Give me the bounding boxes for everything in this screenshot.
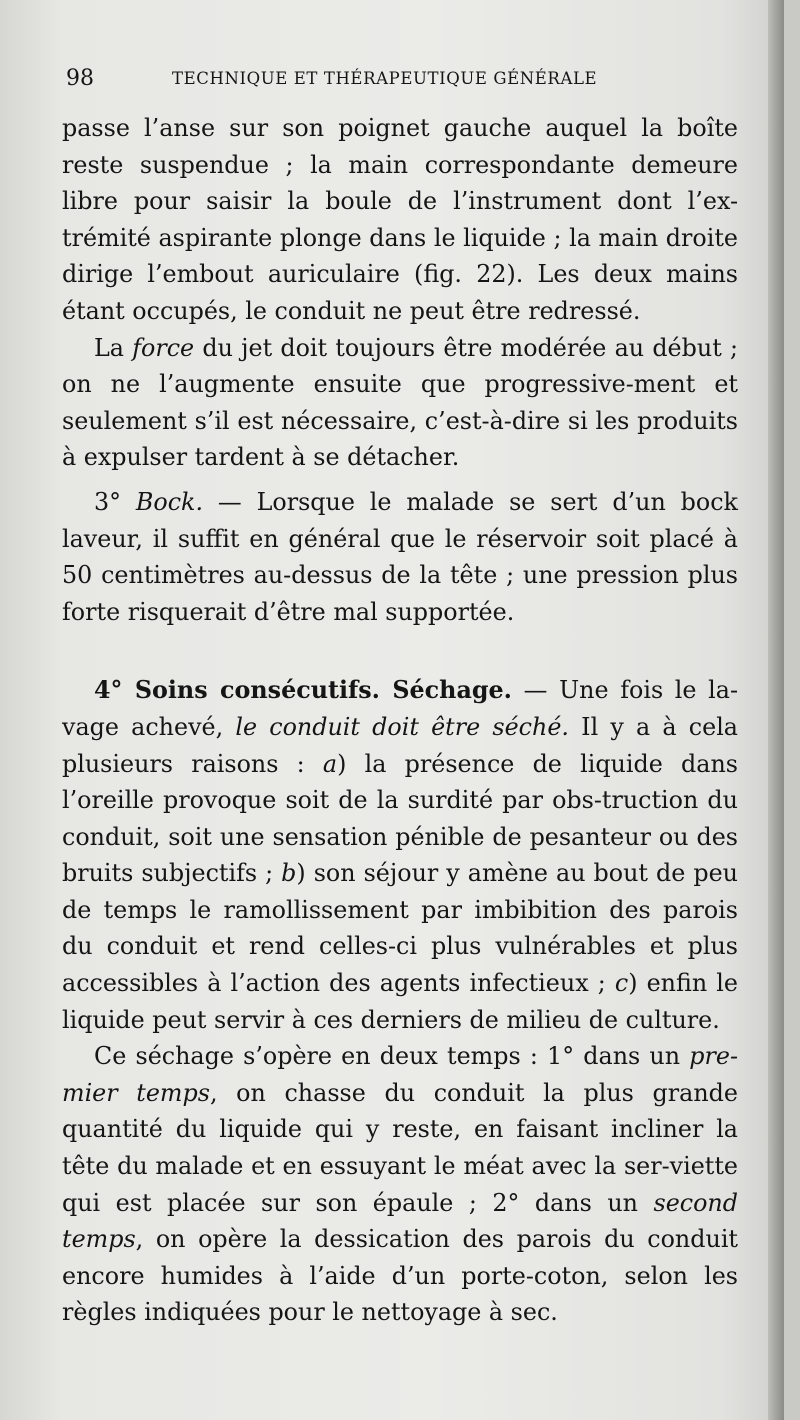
paragraph-4-text-d: Il y a à cela plusieurs raisons : [62, 712, 738, 778]
paragraph-3-bock [62, 484, 738, 630]
paragraph-1: passe l’anse sur son poignet gauche auquel la boîte reste suspendue ; la main correspondante demeure libre pour saisir la boule de l’instrument dont l’ex-trémité aspirante plonge dans le liquide ; la main droite dirige l’embout auriculaire (fig. 22). Les deux mains étant occupés, le conduit ne peut être redressé. [62, 114, 738, 325]
paragraph-2 [62, 330, 738, 476]
paragraph-4-text-j: ) enfin le liquide peut servir à ces derniers de milieu de culture. [62, 969, 738, 1034]
paragraph-4-soins [62, 672, 738, 1038]
paragraph-2-text-c: du jet doit toujours être modérée au début ; on ne l’augmente ensuite que progressive-ment et seulement s’il est nécessaire, c’est-à-dire si les produits à expulser tardent à se détacher. [62, 333, 738, 472]
paragraph-5-sechage [62, 1038, 738, 1331]
paragraph-4-letter-b: b [281, 859, 297, 888]
paragraph-4-letter-c: c [614, 969, 629, 998]
body-text [62, 110, 738, 1331]
running-title: TECHNIQUE ET THÉRAPEUTIQUE GÉNÉRALE [172, 69, 598, 88]
paragraph-5-text-e: , on opère la dessication des parois du conduit encore humides à l’aide d’un porte-coton, selon les règles indiquées pour le nettoyage à sec. [62, 1225, 738, 1327]
paragraph-5-italic-d: second temps [62, 1188, 738, 1254]
paragraph-3-text: — Lorsque le malade se sert d’un bock laveur, il suffit en général que le réservoir soit placé à 50 centimètres au-dessus de la tête ; une pression plus forte risquerait d’être mal supportée. [62, 487, 738, 626]
paragraph-2-text-a: La [94, 333, 133, 362]
page-edge-shadow [768, 0, 784, 1420]
paragraph-5-text-c: , on chasse du conduit la plus grande quantité du liquide qui y reste, en faisant incliner la tête du malade et en essuyant le méat avec la ser-viette qui est placée sur son épaule ; 2° dans un [62, 1078, 738, 1217]
paragraph-3-number: 3° [94, 487, 136, 516]
paragraph-4-text-f: ) la présence de liquide dans l’oreille provoque soit de la surdité par obs-truction du conduit, soit une sensation pénible de pesanteur ou des bruits subjectifs ; [62, 749, 738, 888]
paragraph-4-heading: 4° Soins consécutifs. Séchage. [94, 676, 512, 705]
page-number: 98 [66, 66, 94, 91]
paragraph-4-text-h: ) son séjour y amène au bout de peu de temps le ramollissement par imbibition des parois du conduit et rend celles-ci plus vulnérables et plus accessibles à l’action des agents infectieux ; [62, 859, 738, 998]
paragraph-5-italic-b: pre-mier temps [62, 1042, 738, 1107]
paragraph-4-letter-a: a [322, 749, 338, 778]
paragraph-4-text-b: — Une fois le la-vage achevé, [62, 676, 739, 741]
paragraph-4-italic-c: le conduit doit être séché. [235, 712, 569, 741]
paragraph-5-text-a: Ce séchage s’opère en deux temps : 1° dans un [94, 1042, 690, 1071]
page-header [62, 62, 742, 96]
paragraph-3-heading: Bock. [135, 487, 204, 516]
paragraph-2-italic: force [132, 333, 195, 362]
